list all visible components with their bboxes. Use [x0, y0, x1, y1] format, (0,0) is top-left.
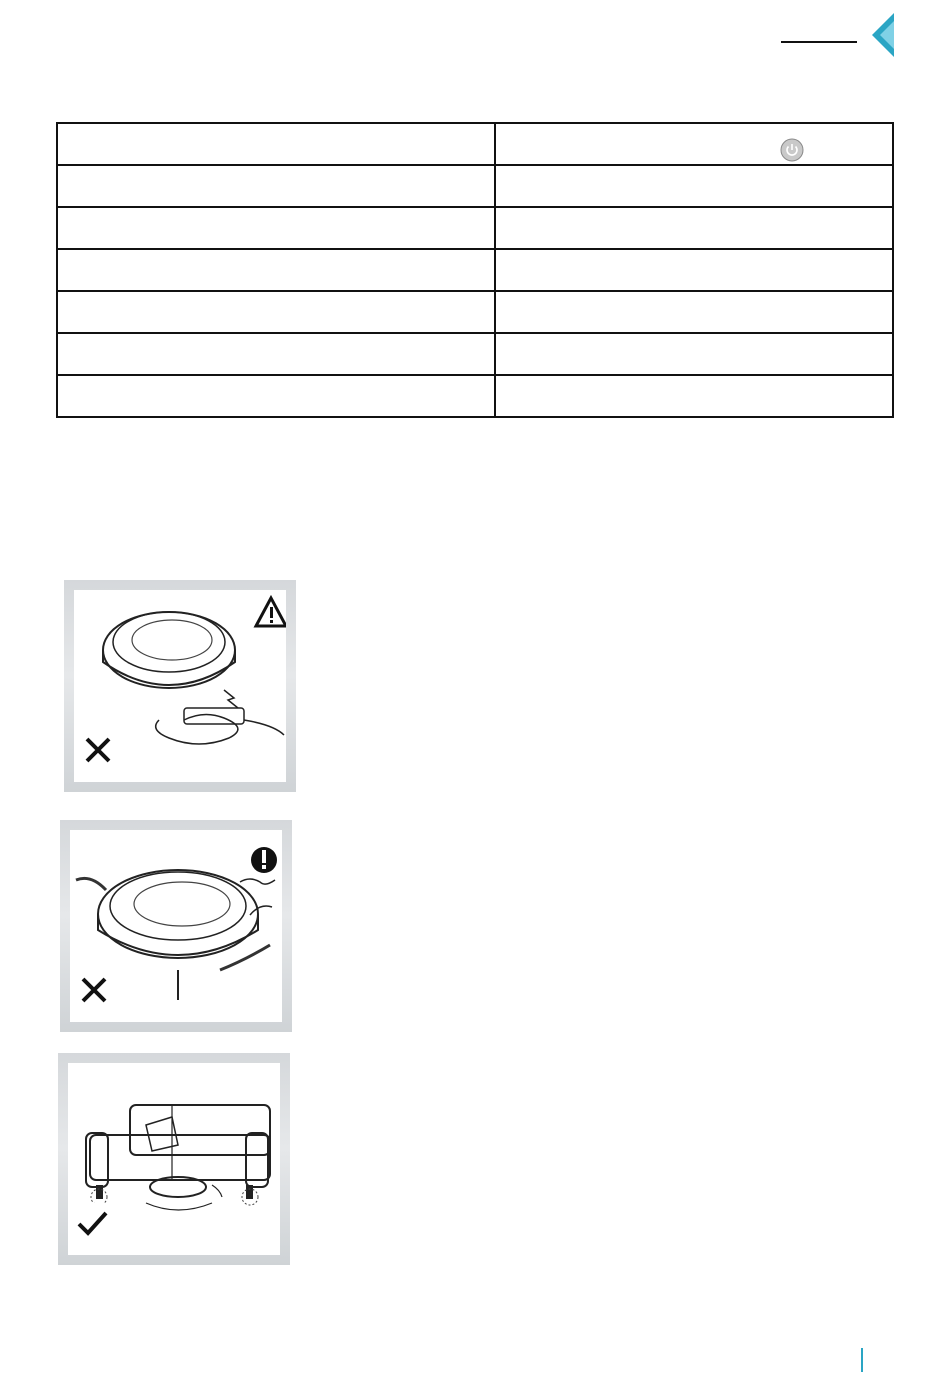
spec-cell-left: [57, 375, 495, 417]
spec-row: [57, 333, 893, 375]
spec-cell-right: [495, 123, 893, 165]
wrong-x-icon: [74, 970, 114, 1010]
illustration-carpet-wrong: [60, 820, 292, 1032]
header-rule: [781, 41, 857, 43]
spec-table: [56, 122, 894, 418]
spec-cell-left: [57, 207, 495, 249]
power-button-icon: [780, 138, 804, 162]
spec-cell-right: [495, 249, 893, 291]
spec-row: [57, 207, 893, 249]
illustration-cables-wrong: [64, 580, 296, 792]
spec-cell-right: [495, 291, 893, 333]
spec-cell-right: [495, 333, 893, 375]
spec-cell-left: [57, 333, 495, 375]
corner-tab-icon: [866, 13, 896, 57]
spec-cell-left: [57, 165, 495, 207]
wrong-x-icon: [78, 730, 118, 770]
correct-check-icon: [72, 1203, 112, 1243]
spec-row: [57, 375, 893, 417]
spec-row: [57, 165, 893, 207]
spec-cell-left: [57, 291, 495, 333]
illustration-sofa-correct: [58, 1053, 290, 1265]
page-number-rule: [861, 1348, 863, 1372]
spec-cell-left: [57, 123, 495, 165]
spec-cell-right: [495, 375, 893, 417]
spec-row: [57, 249, 893, 291]
spec-cell-left: [57, 249, 495, 291]
spec-cell-right: [495, 165, 893, 207]
spec-row: [57, 291, 893, 333]
spec-row: [57, 123, 893, 165]
spec-cell-right: [495, 207, 893, 249]
